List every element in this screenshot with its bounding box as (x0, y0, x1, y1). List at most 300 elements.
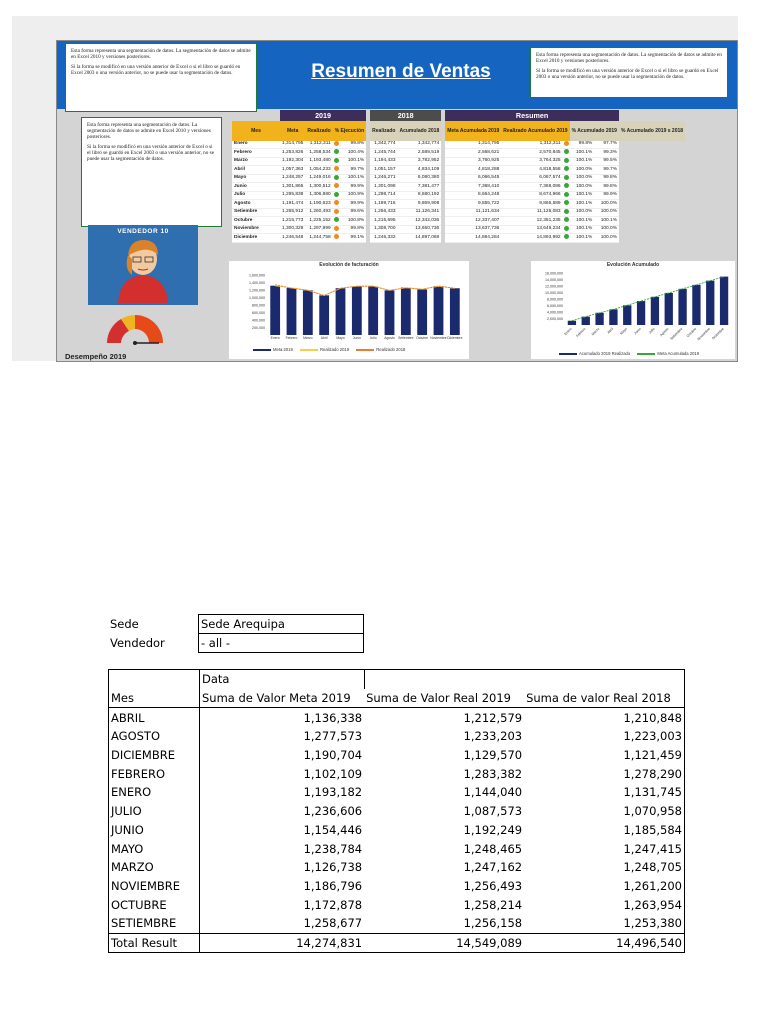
table-cell: 12,337,407 (445, 217, 501, 225)
performance-gauge (103, 313, 169, 347)
month-label: Enero (232, 141, 280, 149)
month-label: Diciembre (232, 234, 280, 242)
monthly-table (232, 110, 685, 243)
status-indicator-icon (333, 191, 340, 199)
legend-item: Meta Acumulada 2019 (657, 351, 700, 356)
table-cell: 100.1% (340, 157, 366, 165)
x-tick-label: Marzo (303, 336, 313, 340)
table-cell: 1,246,332 (370, 234, 397, 242)
x-tick-label: Mayo (619, 326, 628, 336)
month-row (232, 157, 685, 165)
pivot-row-label: DICIEMBRE (109, 746, 200, 765)
vendor-card (88, 225, 198, 305)
status-indicator-icon (563, 234, 570, 242)
x-tick-label: Febrero (285, 336, 298, 340)
group-header-resumen: Resumen (445, 110, 619, 121)
pivot-row (109, 895, 685, 914)
status-indicator-icon (333, 166, 340, 174)
table-cell: 3,782,952 (397, 157, 441, 165)
pivot-total-row (109, 933, 685, 953)
status-indicator-icon (563, 217, 570, 225)
pivot-cell: 1,278,290 (623, 766, 682, 781)
filter-row (108, 634, 364, 653)
table-cell: 99.5% (594, 157, 619, 165)
x-tick-label: Enero (270, 336, 280, 340)
table-cell: 1,301,865 (280, 183, 305, 191)
pivot-row (109, 858, 685, 877)
table-cell: 99.9% (594, 191, 619, 199)
slicer-text: Si la forma se modificó en una versión anterior de Excel o si el libro se guardó en Excel 2003 o una versión anterior, no se puede usar la segmentación de datos. (71, 64, 241, 76)
month-label: Mayo (232, 174, 280, 182)
filter-value-sede[interactable]: Sede Arequipa (199, 615, 364, 634)
chart-title: Evolución de facturación (319, 262, 379, 268)
table-cell: 1,314,795 (445, 141, 501, 149)
table-cell: 100.1% (570, 234, 595, 242)
status-indicator-icon (563, 166, 570, 174)
bar (303, 290, 313, 335)
status-indicator-icon (563, 157, 570, 165)
pivot-cell: 1,247,162 (463, 860, 523, 875)
table-cell: 9,869,908 (397, 200, 441, 208)
pivot-cell: 1,233,203 (463, 729, 523, 744)
table-cell: 1,300,512 (305, 183, 332, 191)
dashboard-frame (56, 40, 738, 362)
month-label: Abril (232, 166, 280, 174)
table-cell: 3,760,925 (445, 157, 501, 165)
pivot-cell: 1,283,382 (463, 766, 523, 781)
col-header: Meta (280, 121, 305, 141)
pivot-cell: 1,102,109 (303, 766, 363, 781)
pivot-row (109, 839, 685, 858)
bar (434, 286, 444, 335)
table-cell: 11,126,341 (397, 208, 441, 216)
pivot-row (109, 877, 685, 896)
pivot-header: Suma de Valor Meta 2019 (200, 689, 365, 708)
table-cell: 1,260,493 (305, 208, 332, 216)
x-tick-label: Marzo (590, 326, 601, 337)
table-cell: 1,051,157 (370, 166, 397, 174)
y-tick-label: 1,400,000 (249, 281, 265, 285)
month-label: Julio (232, 191, 280, 199)
legend-item: Acumulado 2019 Realizado (579, 351, 631, 356)
month-label: Setiembre (232, 208, 280, 216)
pivot-cell: 1,253,380 (623, 916, 682, 931)
pivot-cell: 1,248,465 (463, 841, 523, 856)
dashboard-title: Resumen de Ventas (311, 61, 491, 82)
status-indicator-icon (333, 208, 340, 216)
bar (623, 305, 631, 325)
status-indicator-icon (333, 217, 340, 225)
pivot-total-cell: 14,549,089 (364, 933, 524, 953)
month-row (232, 166, 685, 174)
table-cell: 100.1% (570, 149, 595, 157)
table-cell: 99.9% (340, 200, 366, 208)
table-cell: 2,568,621 (445, 149, 501, 157)
table-cell: 1,245,744 (370, 149, 397, 157)
x-tick-label: Junio (633, 326, 642, 336)
pivot-cell: 1,121,459 (623, 748, 682, 763)
month-row (232, 141, 685, 149)
x-tick-label: Noviembre (430, 336, 447, 340)
y-tick-label: 10,000,000 (545, 291, 563, 295)
col-header: % Acumulado 2019 (570, 121, 619, 141)
col-header: Realizado Acumulado 2019 (501, 121, 569, 141)
status-indicator-icon (563, 208, 570, 216)
cumulative-chart-plot (531, 267, 735, 349)
status-indicator-icon (333, 234, 340, 242)
bar (637, 301, 645, 325)
slicer-text: Si la forma se modificó en una versión anterior de Excel o si el libro se guardó en Excel 2003 o una versión anterior, no se puede usar la segmentación de datos. (87, 144, 214, 162)
table-cell: 99.1% (340, 234, 366, 242)
col-header: Meta Acumulada 2019 (445, 121, 501, 141)
pivot-header-row (109, 689, 685, 708)
table-cell: 99.8% (594, 174, 619, 182)
table-cell: 1,256,433 (370, 208, 397, 216)
table-cell: 6,067,574 (501, 174, 562, 182)
table-cell: 1,342,774 (370, 141, 397, 149)
legend-item: Realizado 2019 (319, 347, 350, 352)
pivot-row (109, 746, 685, 765)
bar (450, 288, 460, 335)
y-tick-label: 6,000,000 (547, 304, 563, 308)
table-cell: 100.0% (594, 225, 619, 233)
month-label: Marzo (232, 157, 280, 165)
pivot-row-label: OCTUBRE (109, 895, 200, 914)
x-tick-label: Julio (369, 336, 377, 340)
col-header: Realizado (305, 121, 332, 141)
y-tick-label: 4,000,000 (547, 310, 563, 315)
table-cell: 1,295,838 (280, 191, 305, 199)
slicer-placeholder[interactable] (65, 43, 257, 112)
pivot-filters (108, 614, 364, 653)
table-cell: 99.7% (340, 166, 366, 174)
status-indicator-icon (563, 149, 570, 157)
table-cell: 1,314,795 (280, 141, 305, 149)
table-cell: 1,300,329 (280, 225, 305, 233)
table-cell: 11,121,634 (445, 208, 501, 216)
month-row (232, 225, 685, 233)
pivot-table (108, 669, 685, 953)
table-cell: 1,298,714 (370, 191, 397, 199)
x-tick-label: Julio (647, 326, 656, 335)
table-cell: 97.7% (594, 141, 619, 149)
x-tick-label: Noviembre (696, 326, 711, 342)
table-cell: 1,215,773 (280, 217, 305, 225)
table-cell: 100.1% (570, 191, 595, 199)
bar (692, 285, 700, 325)
x-tick-label: Octubre (416, 336, 429, 340)
x-tick-label: Agosto (384, 336, 395, 340)
table-cell: 12,342,036 (397, 217, 441, 225)
status-indicator-icon (563, 225, 570, 233)
pivot-cell: 1,185,584 (623, 822, 682, 837)
slicer-text: Esta forma representa una segmentación de datos. La segmentación de datos se admite en Excel 2010 y versiones posteriores. (536, 52, 722, 64)
table-cell: 100.1% (594, 217, 619, 225)
table-cell: 9,855,722 (445, 200, 501, 208)
table-cell: 12,351,235 (501, 217, 562, 225)
table-cell: 1,225,152 (305, 217, 332, 225)
table-cell: 8,664,248 (445, 191, 501, 199)
table-cell: 13,637,736 (445, 225, 501, 233)
table-cell: 99.8% (594, 183, 619, 191)
table-cell: 100.9% (340, 191, 366, 199)
pivot-cell: 1,256,493 (463, 878, 523, 893)
status-indicator-icon (333, 174, 340, 182)
table-cell: 14,897,068 (397, 234, 441, 242)
status-indicator-icon (563, 174, 570, 182)
table-cell: 100.0% (570, 208, 595, 216)
col-header: % Ejecución (333, 121, 366, 141)
pivot-cell: 1,247,415 (623, 841, 682, 856)
performance-label: Desempeño 2019 (65, 352, 127, 361)
pivot-cell: 1,277,573 (303, 729, 363, 744)
table-cell: 1,308,700 (370, 225, 397, 233)
vendor-label: VENDEDOR 10 (117, 228, 169, 235)
x-tick-label: Agosto (659, 326, 670, 338)
status-indicator-icon (333, 200, 340, 208)
table-cell: 1,258,534 (305, 149, 332, 157)
table-cell: 13,650,736 (397, 225, 441, 233)
pivot-row-label: JULIO (109, 802, 200, 821)
cumulative-chart (531, 261, 735, 359)
table-cell: 100.1% (570, 200, 595, 208)
table-cell: 99.9% (340, 183, 366, 191)
month-label: Junio (232, 183, 280, 191)
table-cell: 6,080,380 (397, 174, 441, 182)
y-tick-label: 200,000 (252, 326, 265, 330)
bar (568, 321, 576, 325)
bar (401, 288, 411, 335)
filter-value-vendedor[interactable]: - all - (199, 634, 364, 653)
col-header: % Acumulado 2019 s 2018 (619, 121, 685, 141)
status-indicator-icon (333, 157, 340, 165)
pivot-row-label: MAYO (109, 839, 200, 858)
table-cell: 13,649,234 (501, 225, 562, 233)
x-tick-label: Enero (563, 326, 573, 337)
table-cell: 3,764,325 (501, 157, 562, 165)
month-row (232, 208, 685, 216)
table-cell: 14,884,284 (445, 234, 501, 242)
table-cell: 99.8% (340, 225, 366, 233)
month-label: Agosto (232, 200, 280, 208)
y-tick-label: 600,000 (252, 311, 265, 315)
pivot-cell: 1,190,704 (303, 748, 363, 763)
table-cell: 1,215,695 (370, 217, 397, 225)
pivot-cell: 1,193,182 (303, 785, 363, 800)
pivot-row-label: ENERO (109, 783, 200, 802)
x-tick-label: Junio (352, 336, 361, 340)
x-tick-label: Setiembre (398, 336, 414, 340)
status-indicator-icon (563, 183, 570, 191)
col-header: Mes (232, 121, 280, 141)
pivot-cell: 1,212,579 (463, 710, 523, 725)
table-cell: 14,893,992 (501, 234, 562, 242)
pivot-cell: 1,223,003 (623, 729, 682, 744)
table-cell: 1,192,304 (280, 157, 305, 165)
pivot-total-cell: 14,274,831 (200, 933, 365, 953)
pivot-cell: 1,258,214 (463, 897, 523, 912)
table-cell: 1,249,016 (305, 174, 332, 182)
bar (287, 288, 297, 335)
legend-item: Meta 2019 (273, 347, 293, 352)
bar (720, 277, 728, 325)
x-tick-label: Abril (320, 336, 328, 340)
x-tick-label: Mayo (336, 336, 345, 340)
bar (319, 295, 329, 335)
group-header-2019: 2019 (280, 110, 366, 121)
x-tick-label: Diciembre (711, 326, 725, 341)
pivot-total-label: Total Result (109, 933, 200, 953)
table-cell: 100.4% (340, 149, 366, 157)
table-cell: 1,312,311 (501, 141, 562, 149)
pivot-cell: 1,144,040 (463, 785, 523, 800)
pivot-row-label: ABRIL (109, 708, 200, 727)
table-cell: 1,190,623 (305, 200, 332, 208)
chart-title: Evolución Acumulado (606, 262, 660, 268)
bar (270, 286, 280, 335)
table-cell: 99.3% (594, 149, 619, 157)
bar (665, 293, 673, 325)
table-cell: 7,368,086 (501, 183, 562, 191)
table-cell: 100.0% (570, 183, 595, 191)
table-cell: 1,189,716 (370, 200, 397, 208)
table-cell: 1,244,758 (305, 234, 332, 242)
pivot-row (109, 783, 685, 802)
table-cell: 99.8% (340, 141, 366, 149)
chart-legend (553, 351, 699, 356)
y-tick-label: 1,000,000 (249, 296, 265, 300)
pivot-header: Suma de Valor Real 2019 (364, 689, 524, 708)
table-cell: 99.6% (340, 208, 366, 216)
pivot-cell: 1,070,958 (623, 804, 682, 819)
table-cell: 1,248,257 (280, 174, 305, 182)
bar (417, 289, 427, 335)
pivot-cell: 1,172,878 (303, 897, 363, 912)
status-indicator-icon (563, 200, 570, 208)
pivot-data-row (109, 670, 685, 689)
month-row (232, 183, 685, 191)
filter-label: Sede (110, 617, 139, 631)
table-cell: 1,191,474 (280, 200, 305, 208)
pivot-cell: 1,236,606 (303, 804, 363, 819)
pivot-row (109, 802, 685, 821)
status-indicator-icon (333, 183, 340, 191)
pivot-header[interactable]: Mes (109, 689, 200, 708)
pivot-cell: 1,258,677 (303, 916, 363, 931)
slicer-placeholder[interactable] (81, 117, 222, 227)
month-row (232, 200, 685, 208)
pivot-row (109, 764, 685, 783)
table-cell: 100.0% (594, 200, 619, 208)
month-row (232, 191, 685, 199)
table-cell: 7,381,477 (397, 183, 441, 191)
slicer-text: Esta forma representa una segmentación de datos. La segmentación de datos se admite en Excel 2010 y versiones posteriores. (71, 48, 251, 60)
pivot-cell: 1,136,338 (303, 710, 363, 725)
table-cell: 1,342,774 (397, 141, 441, 149)
table-cell: 7,368,410 (445, 183, 501, 191)
table-cell: 1,301,098 (370, 183, 397, 191)
table-cell: 100.8% (340, 217, 366, 225)
table-cell: 2,588,519 (397, 149, 441, 157)
bar (678, 289, 686, 325)
col-header: Realizado (370, 121, 397, 141)
pivot-cell: 1,129,570 (463, 748, 523, 763)
bar (368, 286, 378, 335)
pivot-cell: 1,248,705 (623, 860, 682, 875)
table-cell: 99.7% (594, 166, 619, 174)
slicer-placeholder[interactable] (530, 47, 728, 98)
table-cell: 100.0% (570, 174, 595, 182)
status-indicator-icon (563, 191, 570, 199)
table-cell: 2,570,845 (501, 149, 562, 157)
month-row (232, 149, 685, 157)
table-cell: 1,306,880 (305, 191, 332, 199)
pivot-row (109, 708, 685, 727)
month-row (232, 174, 685, 182)
billing-chart-plot (229, 267, 469, 349)
table-cell: 4,818,288 (445, 166, 501, 174)
table-cell: 11,126,083 (501, 208, 562, 216)
table-cell: 99.8% (570, 141, 595, 149)
table-cell: 1,057,363 (280, 166, 305, 174)
y-tick-label: 400,000 (252, 318, 265, 323)
pivot-row (109, 914, 685, 933)
vendor-avatar-icon (88, 225, 198, 305)
dashboard-sheet (12, 16, 738, 361)
x-tick-label: Octubre (685, 326, 698, 339)
pivot-cell: 1,186,796 (303, 878, 363, 893)
table-cell: 1,253,826 (280, 149, 305, 157)
group-header-2018: 2018 (370, 110, 441, 121)
month-label: Noviembre (232, 225, 280, 233)
month-row (232, 234, 685, 242)
y-tick-label: 2,000,000 (547, 317, 563, 321)
series-line (275, 286, 455, 296)
bar (595, 313, 603, 325)
pivot-cell: 1,261,200 (623, 878, 682, 893)
month-label: Febrero (232, 149, 280, 157)
x-tick-label: Setiembre (669, 326, 684, 341)
bar (706, 281, 714, 325)
pivot-cell: 1,263,954 (623, 897, 682, 912)
table-cell: 100.1% (340, 174, 366, 182)
pivot-header: Suma de valor Real 2018 (524, 689, 684, 708)
y-tick-label: 1,600,000 (249, 273, 265, 278)
table-cell: 1,054,233 (305, 166, 332, 174)
pivot-row (109, 821, 685, 840)
x-tick-label: Diciembre (447, 336, 463, 340)
month-label: Octubre (232, 217, 280, 225)
pivot-cell: 1,238,784 (303, 841, 363, 856)
pivot-row-label: MARZO (109, 858, 200, 877)
status-indicator-icon (333, 141, 340, 149)
month-row (232, 217, 685, 225)
pivot-row (109, 727, 685, 746)
table-cell: 1,297,999 (305, 225, 332, 233)
pivot-row-label: SETIEMBRE (109, 914, 200, 933)
table-cell: 8,680,192 (397, 191, 441, 199)
series-line (572, 277, 724, 321)
bar (352, 286, 362, 335)
table-cell: 1,312,311 (305, 141, 332, 149)
col-header: Acumulado 2018 (397, 121, 441, 141)
table-cell: 100.1% (570, 217, 595, 225)
y-tick-label: 14,000,000 (545, 278, 563, 282)
table-cell: 100.0% (570, 166, 595, 174)
pivot-cell: 1,126,738 (303, 860, 363, 875)
table-cell: 1,246,271 (370, 174, 397, 182)
table-cell: 1,265,912 (280, 208, 305, 216)
